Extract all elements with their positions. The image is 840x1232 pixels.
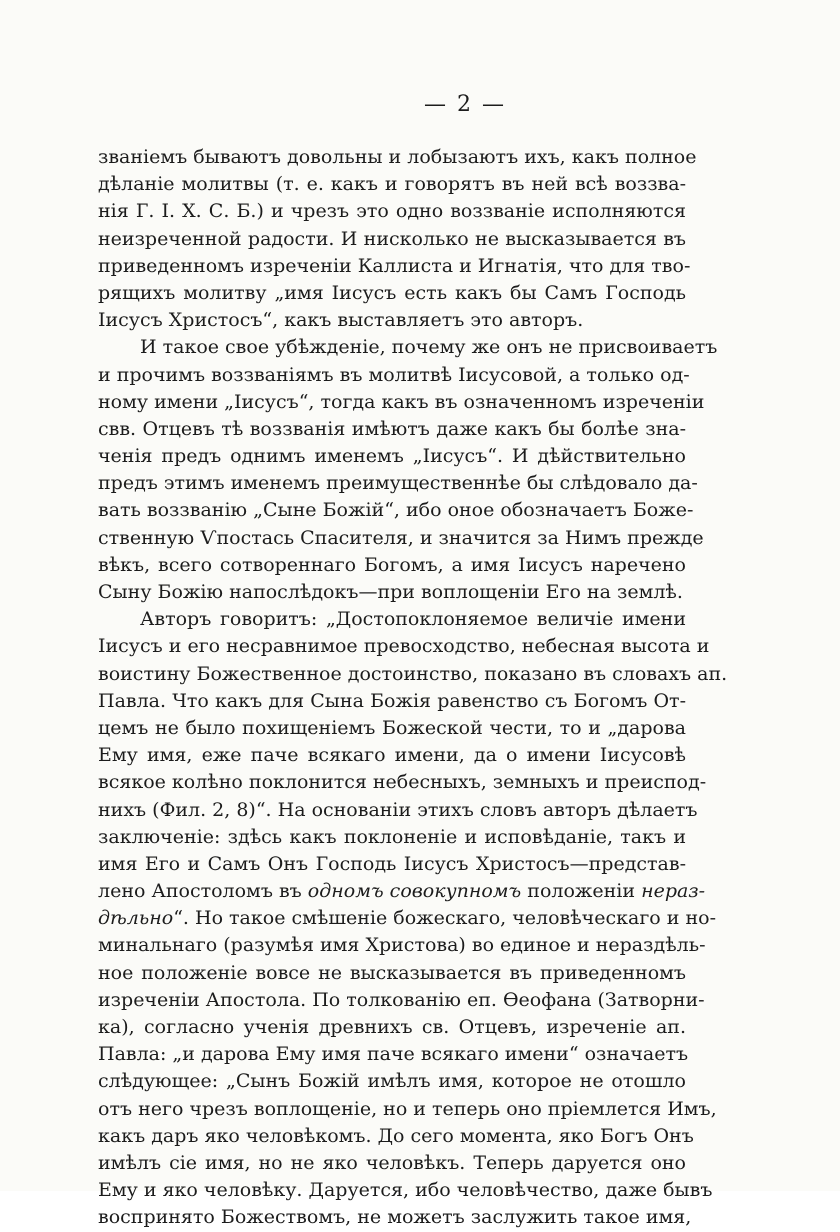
text-line: слѣдующее: „Сынъ Божій имѣлъ имя, которое не отошло: [98, 1070, 686, 1093]
text-line: свв. Отцевъ тѣ воззванія имѣютъ даже какъ бы болѣе зна-: [98, 417, 686, 440]
text-run: положеніи: [521, 880, 642, 903]
text-line: Павла: „и дарова Ему имя паче всякаго имени“ означаетъ: [98, 1043, 689, 1066]
text-line: приведенномъ изреченіи Каллиста и Игнатія, что для тво-: [98, 254, 691, 277]
text-line-with-italics: [98, 905, 716, 932]
text-line: вѣкъ, всего сотвореннаго Богомъ, а имя Іисусъ наречено: [98, 553, 686, 576]
text-line: имѣлъ сіе имя, но не яко человѣкъ. Теперь даруется оно: [98, 1151, 686, 1174]
text-line: ченія предъ однимъ именемъ „Іисусъ“. И дѣйствительно: [98, 445, 686, 468]
text-line: ственную Ѵпостась Спасителя, и значится за Нимъ прежде: [98, 526, 704, 549]
text-line: Ему имя, еже паче всякаго имени, да о имени Іисусовѣ: [98, 744, 686, 767]
text-line: Павла. Что какъ для Сына Божія равенство съ Богомъ От-: [98, 689, 686, 712]
page-number: — 2 —: [424, 92, 506, 117]
text-line: нихъ (Фил. 2, 8)“. На основаніи этихъ словъ авторъ дѣлаетъ: [98, 798, 698, 821]
text-line: цемъ не было похищеніемъ Божеской чести, то и „дарова: [98, 716, 686, 739]
text-line: Іисусъ и его несравнимое превосходство, небесная высота и: [98, 635, 710, 658]
text-line: нія Г. І. Х. С. Б.) и чрезъ это одно воззваніе исполняются: [98, 200, 686, 223]
text-line: минальнаго (разумѣя имя Христова) во единое и нераздѣль-: [98, 934, 706, 957]
text-line: какъ даръ яко человѣкомъ. До сего момента, яко Богъ Онъ: [98, 1124, 694, 1147]
text-line: воистину Божественное достоинство, показано въ словахъ ап.: [98, 662, 728, 685]
text-line: вать воззванію „Сыне Божій“, ибо оное обозначаетъ Боже-: [98, 499, 694, 522]
italic-run: одномъ совокупномъ: [307, 880, 522, 903]
text-line: заключеніе: здѣсь какъ поклоненіе и исповѣданіе, такъ и: [98, 825, 686, 848]
text-line: неизреченной радости. И нисколько не высказывается въ: [98, 227, 686, 250]
text-line: ное положеніе вовсе не высказывается въ приведенномъ: [98, 961, 686, 984]
text-line: ка), согласно ученія древнихъ св. Отцевъ, изреченіе ап.: [98, 1016, 686, 1038]
text-line: изреченіи Апостола. По толкованію еп. Ѳеофана (Затворни-: [98, 988, 705, 1011]
text-line: Іисусъ Христосъ“, какъ выставляетъ это авторъ.: [98, 309, 584, 332]
text-run: “. Но такое смѣшеніе божескаго, человѣческаго и но-: [173, 907, 716, 930]
text-line: дѣланіе молитвы (т. е. какъ и говорятъ въ ней всѣ воззва-: [98, 173, 686, 196]
text-line: всякое колѣно поклонится небесныхъ, земныхъ и преиспод-: [98, 771, 707, 794]
text-run: лено Апостоломъ въ: [98, 880, 308, 903]
text-line: званіемъ бываютъ довольны и лобызаютъ ихъ, какъ полное: [98, 146, 697, 168]
text-line: Авторъ говоритъ: „Достопоклоняемое величіе имени: [140, 608, 686, 631]
text-line: Ему и яко человѣку. Даруется, ибо человѣчество, даже бывъ: [98, 1179, 713, 1202]
text-line: Сыну Божію напослѣдокъ—при воплощеніи Его на землѣ.: [98, 581, 683, 603]
text-line: предъ этимъ именемъ преимущественнѣе бы слѣдовало да-: [98, 472, 698, 495]
text-line-with-italics: [98, 878, 706, 905]
text-line: рящихъ молитву „имя Іисусъ есть какъ бы Самъ Господь: [98, 281, 686, 304]
text-line: И такое свое убѣжденіе, почему же онъ не присвоиваетъ: [140, 336, 718, 359]
text-line: и прочимъ воззваніямъ въ молитвѣ Іисусовой, а только од-: [98, 363, 690, 386]
body-text: [98, 144, 728, 1232]
text-line: воспринято Божествомъ, не можетъ заслужить такое имя,: [98, 1206, 692, 1229]
text-line: отъ него чрезъ воплощеніе, но и теперь оно пріемлется Имъ,: [98, 1097, 717, 1120]
text-line: имя Его и Самъ Онъ Господь Іисусъ Христосъ—представ-: [98, 852, 686, 875]
italic-run: нераз-: [641, 880, 706, 903]
italic-run: дѣльно: [98, 907, 174, 930]
text-line: ному имени „Іисусъ“, тогда какъ въ означенномъ изреченіи: [98, 390, 705, 413]
